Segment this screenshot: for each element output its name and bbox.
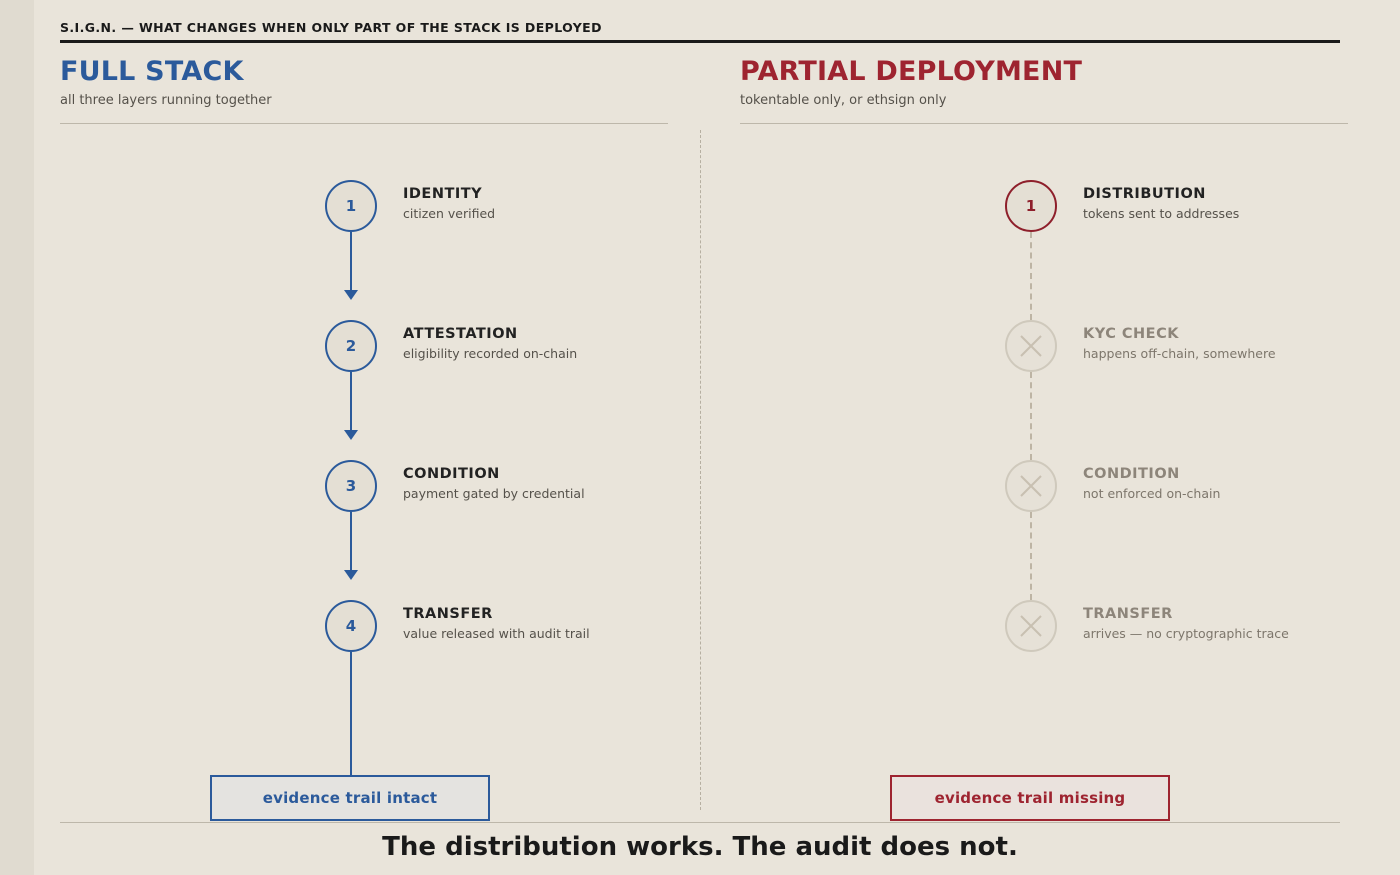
cross-icon: [1016, 611, 1046, 641]
step-marker-4: 4: [325, 600, 377, 652]
step-marker-condition-missing: [1005, 460, 1057, 512]
column-partial-deployment: [740, 55, 1350, 810]
cross-icon: [1016, 331, 1046, 361]
connector-dashed-2-3: [1030, 372, 1032, 460]
step-desc-attestation: eligibility recorded on-chain: [403, 346, 578, 361]
step-title-transfer-missing: TRANSFER: [1083, 606, 1173, 622]
step-text-condition: [403, 465, 733, 501]
footer-caption: The distribution works. The audit does not.: [382, 832, 1018, 862]
step-marker-transfer-missing: [1005, 600, 1057, 652]
connector-1-2: [350, 232, 352, 298]
arrow-3-4-icon: [344, 570, 358, 580]
connector-4-outcome: [350, 652, 352, 775]
column-full-stack: [60, 55, 670, 810]
step-text-identity: [403, 185, 733, 221]
connector-dashed-3-4: [1030, 512, 1032, 600]
column-subtitle-partial: tokentable only, or ethsign only: [740, 93, 947, 108]
step-desc-condition-missing: not enforced on-chain: [1083, 486, 1221, 501]
column-divider: [700, 130, 701, 810]
step-marker-1: 1: [325, 180, 377, 232]
page-kicker: S.I.G.N. — WHAT CHANGES WHEN ONLY PART OF THE STACK IS DEPLOYED: [60, 20, 602, 35]
header-divider: [60, 40, 1340, 43]
column-rule-right: [740, 123, 1348, 124]
step-desc-transfer: value released with audit trail: [403, 626, 590, 641]
column-title-full-stack: FULL STACK: [60, 56, 244, 87]
connector-3-4: [350, 512, 352, 578]
arrow-2-3-icon: [344, 430, 358, 440]
step-title-condition: CONDITION: [403, 466, 500, 482]
step-title-transfer: TRANSFER: [403, 606, 493, 622]
step-desc-transfer-missing: arrives — no cryptographic trace: [1083, 626, 1289, 641]
step-text-attestation: [403, 325, 733, 361]
step-text-transfer-missing: [1083, 605, 1400, 641]
step-desc-distribution: tokens sent to addresses: [1083, 206, 1240, 221]
step-desc-identity: citizen verified: [403, 206, 496, 221]
step-title-attestation: ATTESTATION: [403, 326, 518, 342]
column-rule-left: [60, 123, 668, 124]
step-text-distribution: [1083, 185, 1400, 221]
step-text-kyc-check: [1083, 325, 1400, 361]
cross-icon: [1016, 471, 1046, 501]
step-marker-2: 2: [325, 320, 377, 372]
footer-divider: [60, 822, 1340, 823]
connector-2-3: [350, 372, 352, 438]
outcome-evidence-missing[interactable]: evidence trail missing: [890, 775, 1170, 821]
connector-dashed-1-2: [1030, 232, 1032, 320]
step-title-distribution: DISTRIBUTION: [1083, 186, 1206, 202]
step-marker-distribution: 1: [1005, 180, 1057, 232]
step-desc-kyc-check: happens off-chain, somewhere: [1083, 346, 1276, 361]
outcome-evidence-intact[interactable]: evidence trail intact: [210, 775, 490, 821]
step-title-kyc-check: KYC CHECK: [1083, 326, 1179, 342]
step-marker-3: 3: [325, 460, 377, 512]
step-title-identity: IDENTITY: [403, 186, 483, 202]
step-desc-condition: payment gated by credential: [403, 486, 585, 501]
column-subtitle-full-stack: all three layers running together: [60, 93, 272, 108]
step-text-condition-missing: [1083, 465, 1400, 501]
step-marker-kyc-missing: [1005, 320, 1057, 372]
arrow-1-2-icon: [344, 290, 358, 300]
step-title-condition-missing: CONDITION: [1083, 466, 1180, 482]
column-title-partial: PARTIAL DEPLOYMENT: [740, 56, 1083, 87]
step-text-transfer: [403, 605, 733, 641]
